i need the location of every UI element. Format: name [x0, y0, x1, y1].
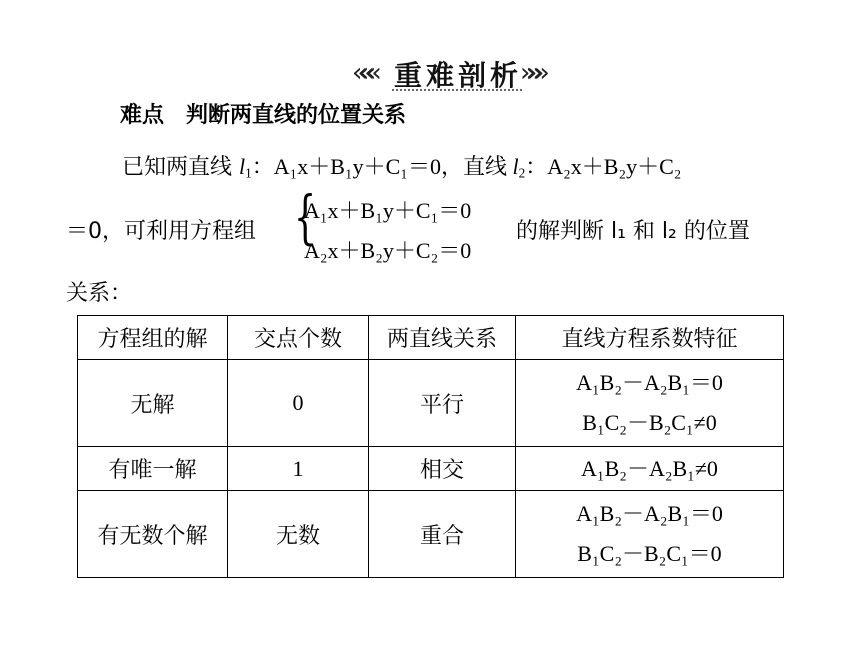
intro-line-2-suffix: 的解判断 l₁ 和 l₂ 的位置: [516, 219, 750, 244]
feature-line: B₁C₂－B₂C₁＝0: [577, 541, 722, 566]
table-row: [78, 447, 784, 491]
banner-title: 重难剖析: [394, 59, 523, 92]
relation-cell: 平行: [369, 360, 516, 447]
system-equation-1: A₁x＋B₁y＋C₁＝0: [304, 198, 472, 223]
right-chevrons-icon: »»»: [520, 58, 541, 88]
l1-colon: ：: [251, 155, 274, 180]
l1-name: l: [239, 154, 246, 179]
table-header-cell: 交点个数: [228, 316, 369, 360]
relation-cell: 相交: [369, 447, 516, 491]
solution-cell: 无解: [78, 360, 228, 447]
l2-colon: ：: [525, 155, 548, 180]
intro-line-3: 关系：: [66, 281, 133, 306]
l1-sub: 1: [245, 165, 252, 181]
count-cell: 1: [228, 447, 369, 491]
feature-line: A₁B₂－A₂B₁＝0: [576, 370, 723, 395]
solution-cell: 有无数个解: [78, 491, 228, 578]
relation-table: [77, 315, 784, 578]
banner-underline: [392, 89, 522, 91]
table-row: [78, 491, 784, 578]
count-cell: 0: [228, 360, 369, 447]
features-cell: [516, 447, 784, 491]
features-cell: [516, 491, 784, 578]
heading-title: 判断两直线的位置关系: [186, 103, 407, 128]
section-banner: [350, 54, 564, 94]
features-cell: [516, 360, 784, 447]
solution-cell: 有唯一解: [78, 447, 228, 491]
system-brace-icon: {: [294, 183, 317, 251]
table-header-cell: 直线方程系数特征: [516, 316, 784, 360]
count-cell: 无数: [228, 491, 369, 578]
l2-sub: 2: [518, 165, 526, 181]
table-header-cell: 两直线关系: [369, 316, 516, 360]
heading-label: 难点: [120, 103, 165, 128]
difficulty-heading: [120, 98, 406, 129]
line1-equation: A₁x＋B₁y＋C₁＝0，直线: [273, 154, 513, 179]
left-chevrons-icon: «««: [352, 58, 373, 88]
table-header-row: [78, 316, 784, 360]
l2-name: l: [512, 154, 519, 179]
feature-line: A₁B₂－A₂B₁≠0: [581, 455, 718, 481]
intro-line-2-prefix: ＝0，可利用方程组: [66, 219, 256, 244]
system-equation-2: A₂x＋B₂y＋C₂＝0: [304, 238, 472, 263]
feature-line: A₁B₂－A₂B₁＝0: [576, 501, 723, 526]
table-row: [78, 360, 784, 447]
line2-equation: A₂x＋B₂y＋C₂: [547, 154, 682, 179]
intro-prefix: 已知两直线: [122, 155, 239, 180]
feature-line: B₁C₂－B₂C₁≠0: [582, 410, 717, 435]
relation-cell: 重合: [369, 491, 516, 578]
intro-line-1: [122, 150, 681, 181]
table-header-cell: 方程组的解: [78, 316, 228, 360]
